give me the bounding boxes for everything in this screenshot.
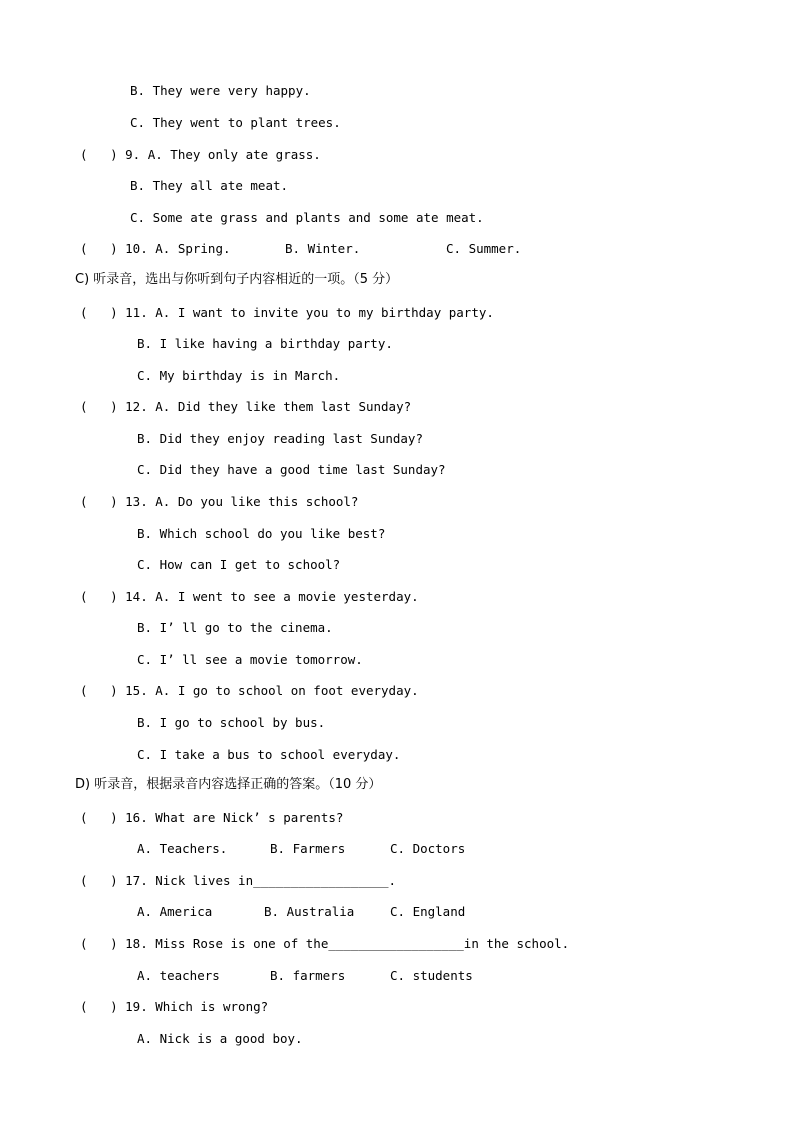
q15-option-b: B. I go to school by bus. <box>137 715 326 730</box>
q17-option-b: B. Australia <box>264 904 355 919</box>
q9-question: ( ) 9. A. They only ate grass. <box>80 147 321 162</box>
q14-option-b: B. I’ ll go to the cinema. <box>137 620 333 635</box>
q10-option-b: B. Winter. <box>285 241 361 256</box>
q19-option-a: A. Nick is a good boy. <box>137 1031 303 1046</box>
q16-option-a: A. Teachers. <box>137 841 228 856</box>
q16-option-b: B. Farmers <box>270 841 346 856</box>
q17-question: ( ) 17. Nick lives in__________________. <box>80 873 397 888</box>
q10-question: ( ) 10. A. Spring. <box>80 241 231 256</box>
q12-option-c: C. Did they have a good time last Sunday? <box>137 462 446 477</box>
q17-option-c: C. England <box>390 904 466 919</box>
q17-option-a: A. America <box>137 904 213 919</box>
q18-option-c: C. students <box>390 968 473 983</box>
q16-option-c: C. Doctors <box>390 841 466 856</box>
q11-option-c: C. My birthday is in March. <box>137 368 341 383</box>
q13-option-c: C. How can I get to school? <box>137 557 341 572</box>
q19-question: ( ) 19. Which is wrong? <box>80 999 269 1014</box>
q12-option-b: B. Did they enjoy reading last Sunday? <box>137 431 423 446</box>
q8-option-b: B. They were very happy. <box>130 83 311 98</box>
q18-option-b: B. farmers <box>270 968 346 983</box>
q14-option-c: C. I’ ll see a movie tomorrow. <box>137 652 363 667</box>
q14-question: ( ) 14. A. I went to see a movie yesterday. <box>80 589 419 604</box>
q11-option-b: B. I like having a birthday party. <box>137 336 393 351</box>
q9-option-b: B. They all ate meat. <box>130 178 289 193</box>
q18-option-a: A. teachers <box>137 968 220 983</box>
q9-option-c: C. Some ate grass and plants and some ate meat. <box>130 210 484 225</box>
q8-option-c: C. They went to plant trees. <box>130 115 341 130</box>
q15-option-c: C. I take a bus to school everyday. <box>137 747 401 762</box>
q12-question: ( ) 12. A. Did they like them last Sunday? <box>80 399 412 414</box>
q18-question: ( ) 18. Miss Rose is one of the__________________in the school. <box>80 936 570 951</box>
q16-question: ( ) 16. What are Nick’ s parents? <box>80 810 344 825</box>
section-d-heading: D) 听录音，根据录音内容选择正确的答案。（10 分） <box>75 777 382 792</box>
q13-question: ( ) 13. A. Do you like this school? <box>80 494 359 509</box>
section-c-heading: C) 听录音，选出与你听到句子内容相近的一项。（5 分） <box>75 272 399 287</box>
q13-option-b: B. Which school do you like best? <box>137 526 386 541</box>
q15-question: ( ) 15. A. I go to school on foot everyday. <box>80 683 419 698</box>
q10-option-c: C. Summer. <box>446 241 522 256</box>
q11-question: ( ) 11. A. I want to invite you to my birthday party. <box>80 305 494 320</box>
